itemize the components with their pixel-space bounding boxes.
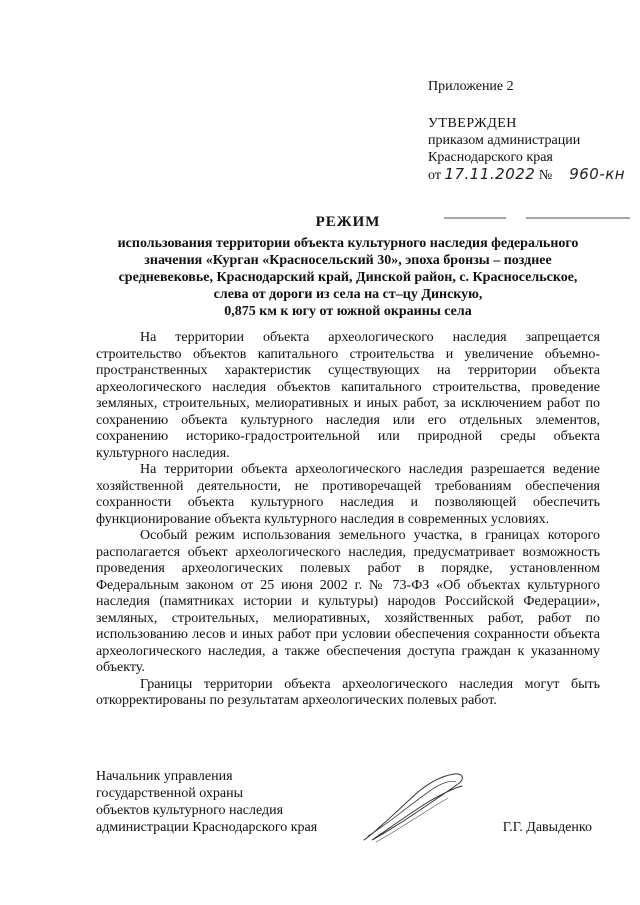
approval-date-line [428, 166, 628, 184]
signatory-position [96, 768, 317, 836]
signatory-line: Начальник управления [96, 769, 233, 784]
document-body [96, 330, 600, 710]
regime-title [96, 214, 600, 320]
document-heading: РЕЖИМ [315, 214, 381, 230]
signatory-line: администрации Краснодарского края [96, 820, 318, 835]
signatory-line: государственной охраны [96, 786, 244, 801]
approval-line-1: приказом администрации [428, 133, 581, 148]
approval-line-2: Краснодарского края [428, 150, 553, 165]
approval-heading: УТВЕРЖДЕН [428, 116, 517, 131]
title-line: средневековье, Краснодарский край, Динской район, с. Красносельское, [118, 270, 578, 285]
handwritten-number: 960-кн [569, 165, 626, 183]
handwritten-date: 17.11.2022 [444, 165, 536, 183]
signatory-line: объектов культурного наследия [96, 803, 284, 818]
body-paragraph: На территории объекта археологического наследия разрешается ведение хозяйственной деятельности, не противоречащей требованиям обеспечения сохранности объекта культурного наследия и позволяющей обеспечить функционирование объекта культурного наследия в современных условиях. [96, 462, 600, 527]
title-line: значения «Курган «Красносельский 30», эпоха бронзы – позднее [144, 253, 552, 268]
handwritten-signature [358, 770, 470, 846]
title-line: использования территории объекта культурного наследия федерального [117, 236, 579, 251]
body-paragraph: Особый режим использования земельного участка, в границах которого располагается объект археологического наследия, предусматривает возможность проведения археологических полевых работ в порядке, установленном Федеральным законом от 25 июня 2002 г. № 73-ФЗ «Об объектах культурного наследия (памятниках истории и культуры) народов Российской Федерации», земляных, строительных, мелиоративных, хозяйственных работ, работ по использованию лесов и иных работ при условии обеспечения сохранности объекта археологического наследия, а также обеспечения доступа граждан к указанному объекту. [96, 528, 600, 675]
date-prefix: от [428, 168, 441, 183]
signatory-name: Г.Г. Давыденко [502, 820, 592, 835]
body-paragraph: Границы территории объекта археологического наследия могут быть откорректированы по результатам археологических полевых работ. [96, 676, 600, 708]
title-line: слева от дороги из села на ст–цу Динскую, [213, 287, 483, 302]
number-sign: № [538, 168, 553, 183]
approval-stamp [428, 78, 628, 184]
title-line: 0,875 км к югу от южной окраины села [224, 304, 472, 319]
signature-block [96, 768, 600, 848]
appendix-label: Приложение 2 [428, 79, 514, 94]
body-paragraph: На территории объекта археологического наследия запрещается строительство объектов капитального строительства и увеличение объемно-пространственных характеристик существующих на территории объекта археологического наследия объектов капитального строительства, проведение земляных, строительных, мелиоративных и иных работ, за исключением работ по сохранению объекта культурного наследия или его отдельных элементов, сохранению историко-градостроительной или природной среды объекта культурного наследия. [96, 330, 600, 461]
